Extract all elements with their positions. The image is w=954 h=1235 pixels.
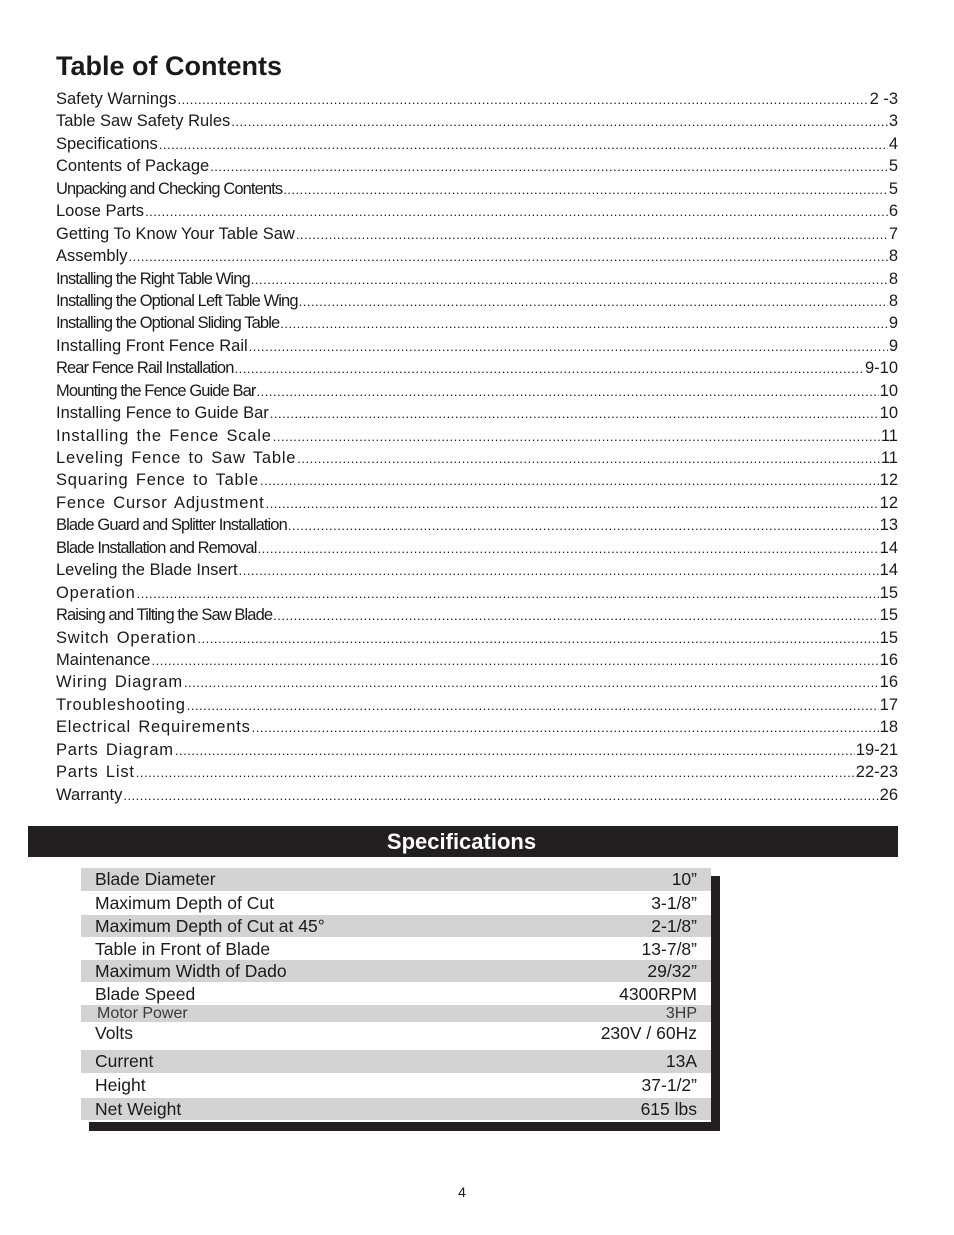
toc-entry-label: Table Saw Safety Rules [56, 112, 231, 131]
toc-entry-label: Getting To Know Your Table Saw [56, 224, 295, 243]
toc-entry-page: 8 [888, 269, 898, 288]
spec-value: 29/32” [647, 960, 697, 981]
spec-row [81, 1050, 711, 1073]
toc-entry [56, 245, 898, 267]
toc-entry-label: Leveling Fence to Saw Table [56, 449, 297, 467]
specifications-banner [28, 826, 898, 857]
spec-label: Net Weight [95, 1098, 182, 1119]
toc-leader-dots [299, 291, 888, 313]
toc-leader-dots [280, 313, 888, 335]
toc-entry-page: 15 [879, 583, 898, 602]
toc-list [56, 88, 898, 806]
toc-leader-dots [177, 89, 868, 111]
toc-entry-page: 15 [879, 606, 898, 625]
spec-row [81, 868, 711, 891]
toc-entry [56, 761, 898, 783]
toc-entry-page: 7 [888, 224, 898, 243]
toc-entry-page: 10 [879, 381, 898, 400]
toc-leader-dots [123, 785, 878, 807]
toc-entry-label: Installing the Optional Sliding Table [56, 314, 280, 333]
toc-entry-label: Squaring Fence to Table [56, 471, 259, 490]
toc-leader-dots [249, 336, 888, 358]
toc-title: Table of Contents [56, 51, 282, 81]
toc-leader-dots [251, 269, 888, 291]
toc-entry-label: Installing the Optional Left Table Wing [56, 291, 298, 310]
toc-leader-dots [145, 201, 888, 223]
spec-value: 37-1/2” [641, 1074, 697, 1095]
toc-entry-page: 16 [879, 650, 898, 669]
specifications-heading: Specifications [386, 829, 537, 854]
toc-leader-dots [257, 381, 879, 403]
toc-leader-dots [273, 426, 880, 448]
toc-entry-page: 14 [879, 561, 898, 580]
toc-entry [56, 133, 898, 155]
toc-entry-page: 11 [880, 449, 898, 467]
toc-entry [56, 649, 898, 671]
spec-value: 4300RPM [619, 983, 697, 1004]
spec-row [81, 893, 711, 914]
toc-entry-page: 15 [879, 628, 898, 647]
toc-entry-label: Mounting the Fence Guide Bar [56, 381, 256, 400]
toc-leader-dots [184, 672, 879, 694]
toc-leader-dots [210, 156, 888, 178]
toc-entry-label: Switch Operation [56, 628, 197, 647]
spec-label: Height [95, 1074, 146, 1095]
toc-entry-page: 17 [879, 695, 898, 714]
toc-leader-dots [297, 448, 880, 470]
toc-entry [56, 537, 898, 559]
toc-leader-dots [296, 224, 888, 246]
toc-entry-label: Warranty [56, 785, 123, 804]
toc-entry-label: Blade Installation and Removal [56, 538, 257, 557]
toc-leader-dots [151, 650, 878, 672]
toc-entry-page: 3 [888, 112, 898, 131]
toc-leader-dots [159, 134, 888, 156]
toc-entry-label: Troubleshooting [56, 695, 186, 714]
toc-entry [56, 335, 898, 357]
toc-entry [56, 312, 898, 334]
toc-entry-label: Specifications [56, 134, 158, 153]
toc-entry-page: 10 [879, 404, 898, 423]
toc-entry-page: 4 [888, 134, 898, 153]
toc-entry-page: 26 [879, 785, 898, 804]
toc-entry [56, 739, 898, 761]
spec-row [81, 1098, 711, 1120]
toc-leader-dots [137, 583, 879, 605]
toc-entry-page: 9-10 [864, 359, 898, 378]
toc-entry [56, 514, 898, 536]
toc-entry-page: 11 [880, 426, 898, 445]
toc-leader-dots [273, 605, 879, 627]
toc-entry-page: 2 -3 [869, 90, 898, 108]
toc-leader-dots [266, 493, 879, 515]
toc-entry-page: 13 [879, 516, 898, 535]
toc-entry [56, 88, 898, 110]
toc-entry-page: 16 [879, 673, 898, 692]
toc-entry-label: Maintenance [56, 650, 151, 669]
toc-leader-dots [260, 470, 879, 492]
toc-leader-dots [239, 560, 879, 582]
spec-label: Table in Front of Blade [95, 938, 271, 959]
spec-label: Maximum Width of Dado [95, 960, 287, 981]
spec-label: Maximum Depth of Cut [95, 893, 274, 913]
toc-entry-label: Fence Cursor Adjustment [56, 493, 265, 512]
toc-entry-label: Wiring Diagram [56, 673, 183, 692]
spec-label: Maximum Depth of Cut at 45° [95, 915, 325, 936]
toc-entry-label: Installing the Right Table Wing [56, 269, 250, 288]
toc-leader-dots [129, 246, 888, 268]
toc-entry [56, 425, 898, 447]
toc-entry-label: Unpacking and Checking Contents [56, 179, 283, 198]
toc-entry [56, 492, 898, 514]
toc-leader-dots [252, 717, 879, 739]
toc-entry [56, 582, 898, 604]
toc-entry [56, 469, 898, 491]
spec-value: 230V / 60Hz [600, 1022, 697, 1043]
spec-label: Blade Speed [95, 983, 196, 1004]
toc-entry [56, 380, 898, 402]
toc-entry [56, 155, 898, 177]
toc-entry [56, 402, 898, 424]
toc-entry-label: Operation [56, 583, 136, 602]
toc-entry-label: Rear Fence Rail Installation [56, 359, 234, 378]
toc-entry [56, 627, 898, 649]
toc-entry-label: Installing Front Fence Rail [56, 336, 248, 355]
spec-value: 13-7/8” [641, 938, 697, 959]
toc-entry-label: Raising and Tilting the Saw Blade [56, 606, 273, 625]
toc-entry [56, 178, 898, 200]
toc-entry-page: 5 [888, 179, 898, 198]
toc-entry-page: 12 [879, 471, 898, 490]
toc-leader-dots [257, 538, 878, 560]
toc-entry [56, 716, 898, 738]
toc-entry-label: Assembly [56, 247, 128, 266]
spec-row [81, 1074, 711, 1096]
toc-entry [56, 110, 898, 132]
page-number: 4 [458, 1184, 466, 1200]
spec-value: 10” [671, 869, 697, 889]
toc-leader-dots [283, 179, 888, 201]
toc-entry-page: 9 [888, 314, 898, 333]
spec-value: 615 lbs [640, 1098, 697, 1119]
toc-entry-label: Electrical Requirements [56, 718, 251, 737]
toc-leader-dots [197, 628, 878, 650]
spec-row [81, 938, 711, 960]
toc-entry-page: 19-21 [855, 740, 898, 759]
toc-leader-dots [234, 358, 863, 380]
toc-leader-dots [136, 762, 855, 784]
toc-entry-label: Contents of Package [56, 157, 210, 176]
toc-leader-dots [231, 111, 888, 133]
toc-entry-page: 9 [888, 336, 898, 355]
toc-entry-label: Installing Fence to Guide Bar [56, 404, 269, 423]
toc-entry-page: 8 [888, 247, 898, 266]
spec-label: Motor Power [97, 1004, 188, 1022]
toc-entry-page: 22-23 [855, 763, 898, 782]
toc-entry-label: Blade Guard and Splitter Installation [56, 516, 287, 535]
toc-leader-dots [175, 740, 855, 762]
toc-entry [56, 268, 898, 290]
spec-row [81, 915, 711, 937]
toc-entry-label: Parts List [56, 763, 135, 782]
toc-entry [56, 200, 898, 222]
toc-entry-page: 8 [888, 291, 898, 310]
spec-row [81, 1023, 711, 1043]
toc-entry-label: Safety Warnings [56, 90, 177, 108]
spec-value: 3HP [665, 1004, 697, 1022]
spec-label: Blade Diameter [95, 869, 216, 889]
spec-row [81, 984, 711, 1004]
toc-entry-page: 14 [879, 538, 898, 557]
spec-row [81, 960, 711, 982]
spec-label: Current [95, 1051, 154, 1071]
toc-entry-label: Loose Parts [56, 202, 145, 221]
toc-entry [56, 784, 898, 806]
toc-entry [56, 559, 898, 581]
spec-row [81, 1005, 711, 1022]
spec-label: Volts [95, 1022, 133, 1043]
toc-entry-page: 5 [888, 157, 898, 176]
toc-entry [56, 290, 898, 312]
toc-entry [56, 357, 898, 379]
spec-value: 2-1/8” [651, 915, 697, 936]
toc-leader-dots [270, 403, 879, 425]
toc-leader-dots [288, 515, 879, 537]
toc-entry-label: Parts Diagram [56, 740, 174, 759]
toc-entry [56, 447, 898, 469]
toc-entry [56, 604, 898, 626]
toc-entry-page: 12 [879, 493, 898, 512]
toc-entry-label: Leveling the Blade Insert [56, 561, 238, 580]
specifications-table [81, 868, 711, 1122]
spec-value: 13A [665, 1051, 697, 1071]
toc-entry [56, 671, 898, 693]
toc-entry-page: 18 [879, 718, 898, 737]
toc-entry [56, 223, 898, 245]
toc-leader-dots [187, 695, 879, 717]
toc-entry [56, 694, 898, 716]
toc-entry-page: 6 [888, 202, 898, 221]
toc-entry-label: Installing the Fence Scale [56, 426, 272, 445]
spec-value: 3-1/8” [651, 893, 697, 913]
